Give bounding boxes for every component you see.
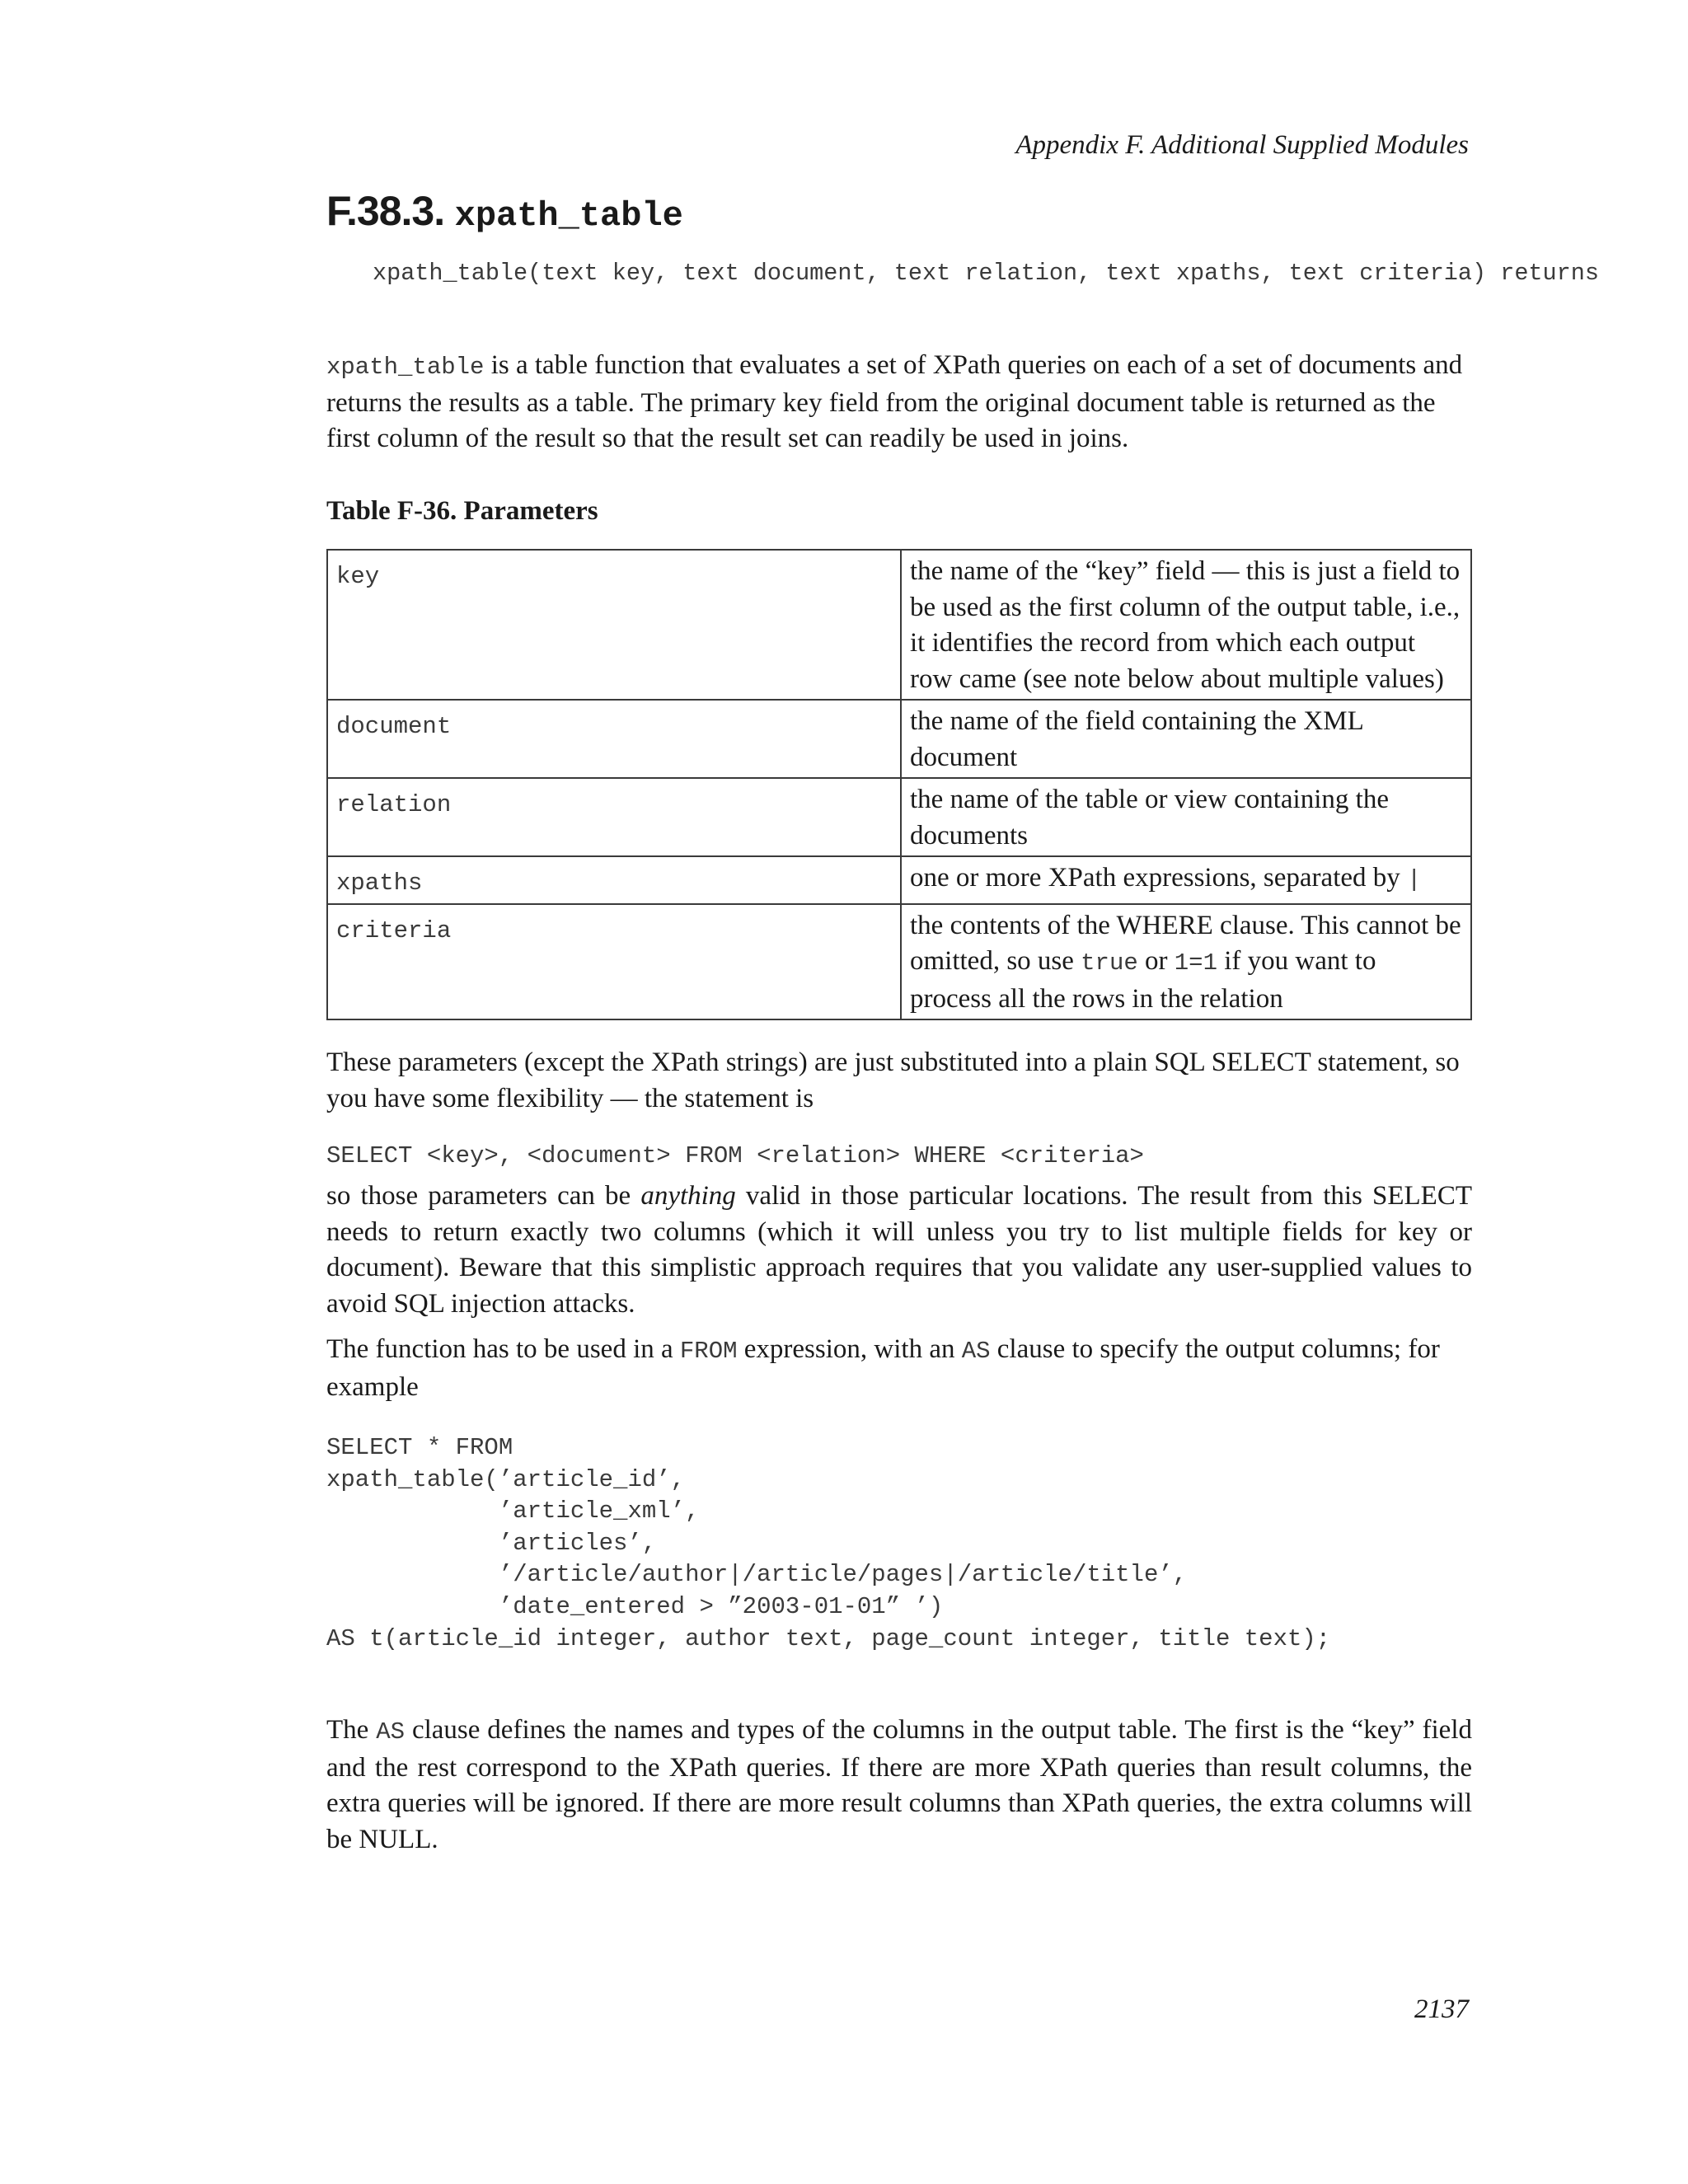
inline-code: FROM (679, 1338, 738, 1365)
param-description-text: the contents of the WHERE clause. This cannot be omitted, so use (910, 910, 1461, 976)
param-description-text: one or more XPath expressions, separated by (910, 863, 1408, 893)
para-text: expression, with an (737, 1334, 962, 1364)
para-text: clause defines the names and types of the columns in the output table. The first is the “key” field and the rest correspond to the XPath queries. If there are more XPath queries than result columns, the extra queries will be ignored. If there are more result columns than XPath queries, the extra columns will be NULL. (326, 1715, 1472, 1854)
param-description (901, 904, 1471, 1020)
para-text: valid in those particular locations. The result from this SELECT needs to return exactly two columns (which it will unless you try to list multiple fields for key or document). Beware that this simplistic approach requires that you validate any user-supplied values to avoid SQL injection attacks. (326, 1181, 1472, 1319)
param-description-code: true (1081, 949, 1138, 977)
param-description: the name of the table or view containing the documents (901, 778, 1471, 856)
param-description-code: | (1407, 866, 1422, 893)
param-description-text: or (1137, 946, 1175, 976)
param-name: criteria (327, 904, 901, 1020)
anything-paragraph (326, 1179, 1472, 1322)
para-text: clause to specify the output columns; for example (326, 1334, 1440, 1402)
as-clause-paragraph (326, 1713, 1472, 1858)
substitution-paragraph: These parameters (except the XPath strings) are just substituted into a plain SQL SELECT statement, so you have some flexibility — the statement is (326, 1047, 1460, 1113)
from-expression-paragraph (326, 1332, 1472, 1405)
select-statement: SELECT <key>, <document> FROM <relation> WHERE <criteria> (326, 1142, 1144, 1169)
para-text: The function has to be used in a (326, 1334, 680, 1364)
param-name: document (327, 700, 901, 778)
para-emphasis: anything (640, 1181, 736, 1211)
table-row (327, 778, 1471, 856)
param-name: relation (327, 778, 901, 856)
table-row (327, 904, 1471, 1020)
param-name: xpaths (327, 856, 901, 904)
intro-paragraph (326, 348, 1472, 457)
running-header: Appendix F. Additional Supplied Modules (1015, 130, 1469, 160)
intro-text: is a table function that evaluates a set of XPath queries on each of a set of documents and returns the results as a table. The primary key field from the original document table is returned as the first column of the result so that the result set can readily be used in joins. (326, 350, 1463, 453)
section-function-name: xpath_table (454, 196, 683, 236)
section-title (326, 185, 683, 242)
param-description-text: if you want to process all the rows in the relation (910, 946, 1376, 1014)
param-description-code: 1=1 (1174, 949, 1217, 977)
parameters-table (326, 549, 1472, 1020)
function-synopsis: xpath_table(text key, text document, text relation, text xpaths, text criteria) returns (373, 260, 1599, 287)
page-number: 2137 (1414, 1994, 1469, 2024)
intro-code: xpath_table (326, 354, 485, 381)
table-row (327, 856, 1471, 904)
table-row (327, 550, 1471, 700)
table-row (327, 700, 1471, 778)
table-title: Table F-36. Parameters (326, 496, 598, 526)
para-text: The (326, 1715, 377, 1745)
param-description: the name of the “key” field — this is just a field to be used as the first column of the output table, i.e., it identifies the record from which each output row came (see note below about multiple values) (901, 550, 1471, 700)
example-code-block: SELECT * FROM xpath_table(’article_id’, ’article_xml’, ’articles’, ’/article/author|/article/pages|/article/title’, ’date_entered > ”2003-01-01” ’) AS t(article_id integer, author text, page_count integer, title text); (326, 1434, 1331, 1652)
inline-code: AS (376, 1718, 406, 1746)
para-text: so those parameters can be (326, 1181, 641, 1211)
param-description: the name of the field containing the XML document (901, 700, 1471, 778)
section-number: F.38.3. (326, 188, 445, 234)
param-name: key (327, 550, 901, 700)
inline-code: AS (961, 1338, 991, 1365)
param-description (901, 856, 1471, 904)
